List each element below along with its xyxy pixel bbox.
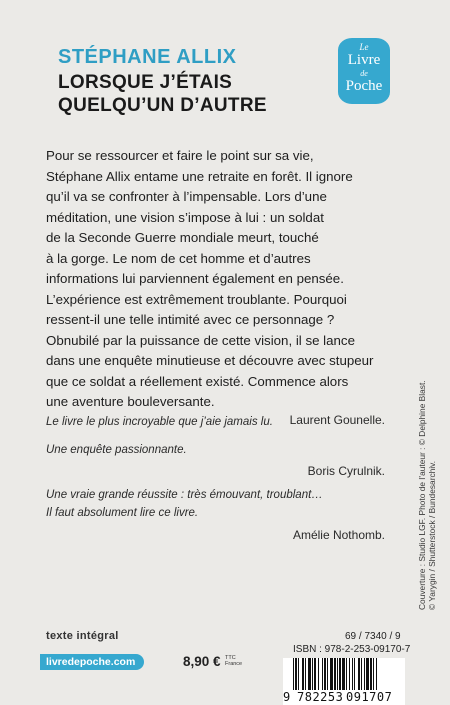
quote-author: Laurent Gounelle. xyxy=(289,413,385,427)
barcode-bar xyxy=(337,658,338,690)
barcode-bars xyxy=(293,658,397,690)
synopsis-line: méditation, une vision s’impose à lui : un soldat xyxy=(46,209,324,225)
publisher-logo xyxy=(338,38,390,104)
catalog-code: 69 / 7340 / 9 xyxy=(345,631,401,642)
credits-line: © Yarygin / Shutterstock / Bundesarchiv. xyxy=(427,460,437,610)
barcode-bar xyxy=(366,658,369,690)
barcode-bar xyxy=(327,658,328,690)
title-line: QUELQU’UN D’AUTRE xyxy=(58,95,267,116)
barcode-bar xyxy=(312,658,313,690)
barcode-bar xyxy=(370,658,372,690)
barcode-bar xyxy=(342,658,345,690)
barcode-bar xyxy=(354,658,355,690)
barcode-bar xyxy=(334,658,336,690)
price-note-line: France xyxy=(225,661,243,667)
synopsis-line: Pour se ressourcer et faire le point sur sa vie, xyxy=(46,148,314,163)
barcode-bar xyxy=(298,658,299,690)
barcode-bar xyxy=(352,658,353,690)
isbn: ISBN : 978-2-253-09170-7 xyxy=(293,644,411,655)
book-title xyxy=(58,71,267,117)
synopsis-line: informations lui parviennent également en pensée. xyxy=(46,271,344,286)
barcode-bar xyxy=(361,658,362,690)
synopsis-line: de la Seconde Guerre mondiale meurt, touché xyxy=(46,230,319,245)
logo-de: de xyxy=(360,69,368,78)
barcode-digits-right: 091707 xyxy=(346,690,393,704)
logo-le: Le xyxy=(359,42,369,52)
quote-author: Amélie Nothomb. xyxy=(292,528,385,542)
cover-credits xyxy=(417,380,437,610)
barcode-bar xyxy=(358,658,360,690)
barcode-bar xyxy=(322,658,323,690)
barcode xyxy=(283,658,405,705)
synopsis-line: une aventure bouleversante. xyxy=(46,394,215,409)
edition-label: texte intégral xyxy=(46,630,119,642)
synopsis-line: qu’il va se confronter à l’impensable. Lors d’une xyxy=(46,189,327,204)
barcode-bar xyxy=(373,658,374,690)
barcode-bar xyxy=(330,658,333,690)
barcode-bar xyxy=(305,658,306,690)
barcode-bar xyxy=(376,658,377,690)
price-note xyxy=(225,655,242,667)
barcode-bar xyxy=(364,658,365,690)
quote-line: Une enquête passionnante. xyxy=(46,444,187,456)
barcode-bar xyxy=(314,658,316,690)
quote-line: Une vraie grande réussite : très émouvant, troublant… xyxy=(46,489,323,501)
publisher-website: livredepoche.com xyxy=(40,654,144,670)
synopsis-line: que ce soldat a réellement existé. Commence alors xyxy=(46,373,349,389)
credits-line: Couverture : Studio LGF. Photo de l’auteur : © Delphine Blast. xyxy=(417,380,427,610)
barcode-digits-left: 782253 xyxy=(297,690,344,704)
barcode-bar xyxy=(308,658,311,690)
barcode-bar xyxy=(302,658,304,690)
synopsis xyxy=(46,146,373,413)
barcode-bar xyxy=(324,658,326,690)
barcode-bar xyxy=(318,658,319,690)
author-name: STÉPHANE ALLIX xyxy=(58,46,237,68)
barcode-bar xyxy=(293,658,294,690)
synopsis-line: Stéphane Allix entame une retraite en forêt. Il ignore xyxy=(46,168,353,184)
quote-line: Le livre le plus incroyable que j’aie jamais lu. xyxy=(46,416,273,428)
barcode-digit-first: 9 xyxy=(283,690,291,704)
synopsis-line: dans une enquête minutieuse et découvre avec stupeur xyxy=(46,353,374,368)
title-line: LORSQUE J’ÉTAIS xyxy=(58,72,233,93)
synopsis-line: L’expérience est extrêmement troublante. Pourquoi xyxy=(46,291,347,307)
review-quote xyxy=(46,441,187,459)
barcode-bar xyxy=(339,658,341,690)
barcode-bar xyxy=(295,658,297,690)
logo-poche: Poche xyxy=(345,78,383,94)
synopsis-line: Obnubilé par la puissance de cette vision, il se lance xyxy=(46,332,355,348)
quote-line: Il faut absolument lire ce livre. xyxy=(46,507,199,519)
quote-author: Boris Cyrulnik. xyxy=(307,464,385,478)
barcode-bar xyxy=(346,658,347,690)
review-quote xyxy=(46,486,323,522)
barcode-bar xyxy=(349,658,350,690)
synopsis-line: ressent-il une telle intimité avec ce personnage ? xyxy=(46,312,335,327)
synopsis-line: à la gorge. Le nom de cet homme et d’autres xyxy=(46,250,311,266)
price: 8,90 € xyxy=(183,654,221,669)
price-note-line: TTC xyxy=(225,655,236,661)
logo-livre: Livre xyxy=(347,52,381,68)
review-quote xyxy=(46,413,273,431)
